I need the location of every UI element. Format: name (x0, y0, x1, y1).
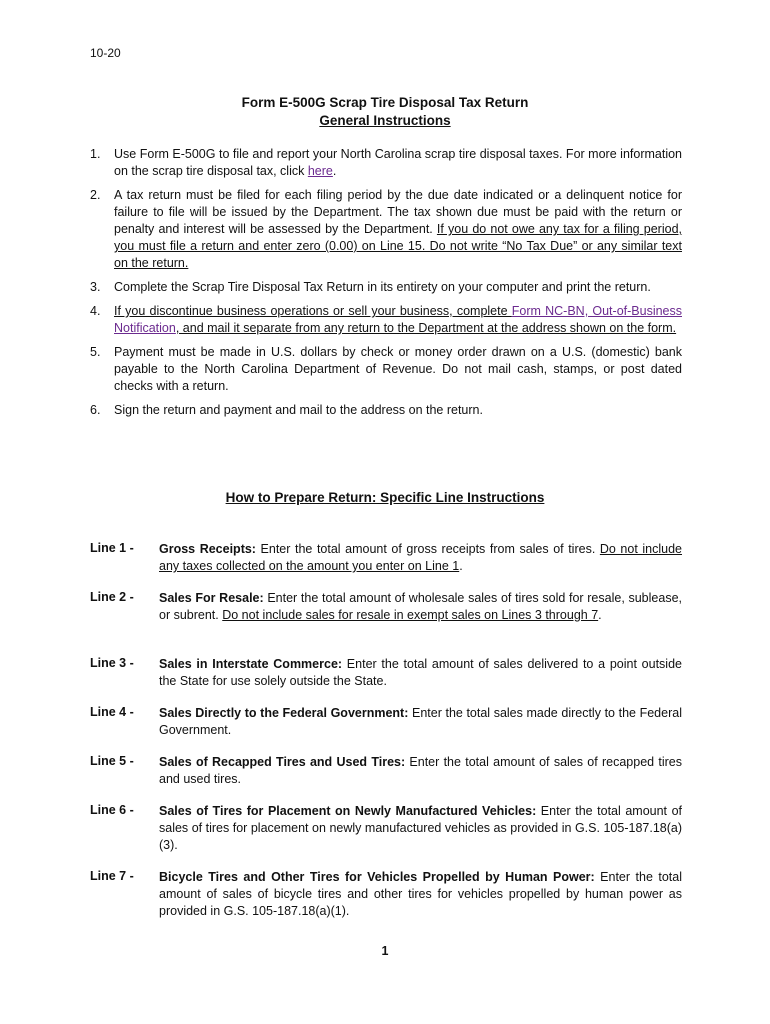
instruction-item: 3. Complete the Scrap Tire Disposal Tax Return in its entirety on your computer and print the return. (90, 280, 651, 294)
line-instruction: Line 2 - Sales For Resale: Enter the total amount of wholesale sales of tires sold for resale, sublease, or subrent. Do not include sales for resale in exempt sales on Lines 3 through 7. (90, 590, 682, 622)
instruction-item: 5. Payment must be made in U.S. dollars by check or money order drawn on a U.S. (domestic) bank payable to the North Carolina Department of Revenue. Do not mail cash, stamps, or post dated checks with a return. (90, 345, 682, 393)
line-instruction: Line 6 - Sales of Tires for Placement on Newly Manufactured Vehicles: Enter the total amount of sales of tires for placement on newly manufactured vehicles as provided in G.S. 105-187.18(a)(3). (90, 803, 682, 852)
line-instruction: Line 7 - Bicycle Tires and Other Tires for Vehicles Propelled by Human Power: Enter the total amount of sales of bicycle tires and other tires for vehicles propelled by human power as provided in G.S. 105-187.18(a)(1). (90, 869, 682, 918)
line-label: Line 2 - (90, 590, 134, 604)
line-label: Line 4 - (90, 705, 134, 719)
title-block (0, 94, 770, 130)
line-label: Line 7 - (90, 869, 134, 883)
page-number: 1 (381, 944, 389, 958)
line-label: Line 3 - (90, 656, 134, 670)
line-label: Line 1 - (90, 541, 134, 555)
scrap-tire-info-link[interactable]: here (307, 164, 333, 178)
instruction-item: 2. A tax return must be filed for each filing period by the due date indicated or a delinquent notice for failure to file will be issued by the Department. The tax shown due must be paid with the return or penalty and interest will be assessed by the Department. If you do not owe any tax for a filing period, you must file a return and enter zero (0.00) on Line 15. Do not write “No Tax Due” or any similar text on the return. (90, 188, 683, 270)
general-instructions-list (90, 146, 682, 426)
line-instruction: Line 1 - Gross Receipts: Enter the total amount of gross receipts from sales of tires. Do not include any taxes collected on the amount you enter on Line 1. (90, 541, 682, 573)
specific-instructions-heading: How to Prepare Return: Specific Line Instructions (225, 490, 545, 505)
line-instruction: Line 3 - Sales in Interstate Commerce: Enter the total amount of sales delivered to a point outside the State for use solely outside the State. (90, 656, 682, 688)
line-label: Line 5 - (90, 754, 134, 768)
instruction-item: 6. Sign the return and payment and mail to the address on the return. (90, 403, 483, 417)
general-instructions-heading: General Instructions (319, 113, 451, 128)
instruction-item: 1. Use Form E-500G to file and report your North Carolina scrap tire disposal taxes. For more information on the scrap tire disposal tax, click here. (90, 147, 682, 178)
line-instruction: Line 5 - Sales of Recapped Tires and Used Tires: Enter the total amount of sales of recapped tires and used tires. (90, 754, 682, 786)
form-nc-bn-link[interactable]: Form NC-BN, Out-of-Business Notification (114, 304, 682, 335)
line-instruction: Line 4 - Sales Directly to the Federal Government: Enter the total sales made directly to the Federal Government. (90, 705, 682, 737)
instruction-item: 4. If you discontinue business operations or sell your business, complete Form NC-BN, Out-of-Business Notification, and mail it separate from any return to the Department at the address shown on the form. (90, 304, 682, 335)
line-label: Line 6 - (90, 803, 134, 817)
form-title: Form E-500G Scrap Tire Disposal Tax Return (241, 95, 529, 110)
revision-date: 10-20 (90, 46, 121, 60)
